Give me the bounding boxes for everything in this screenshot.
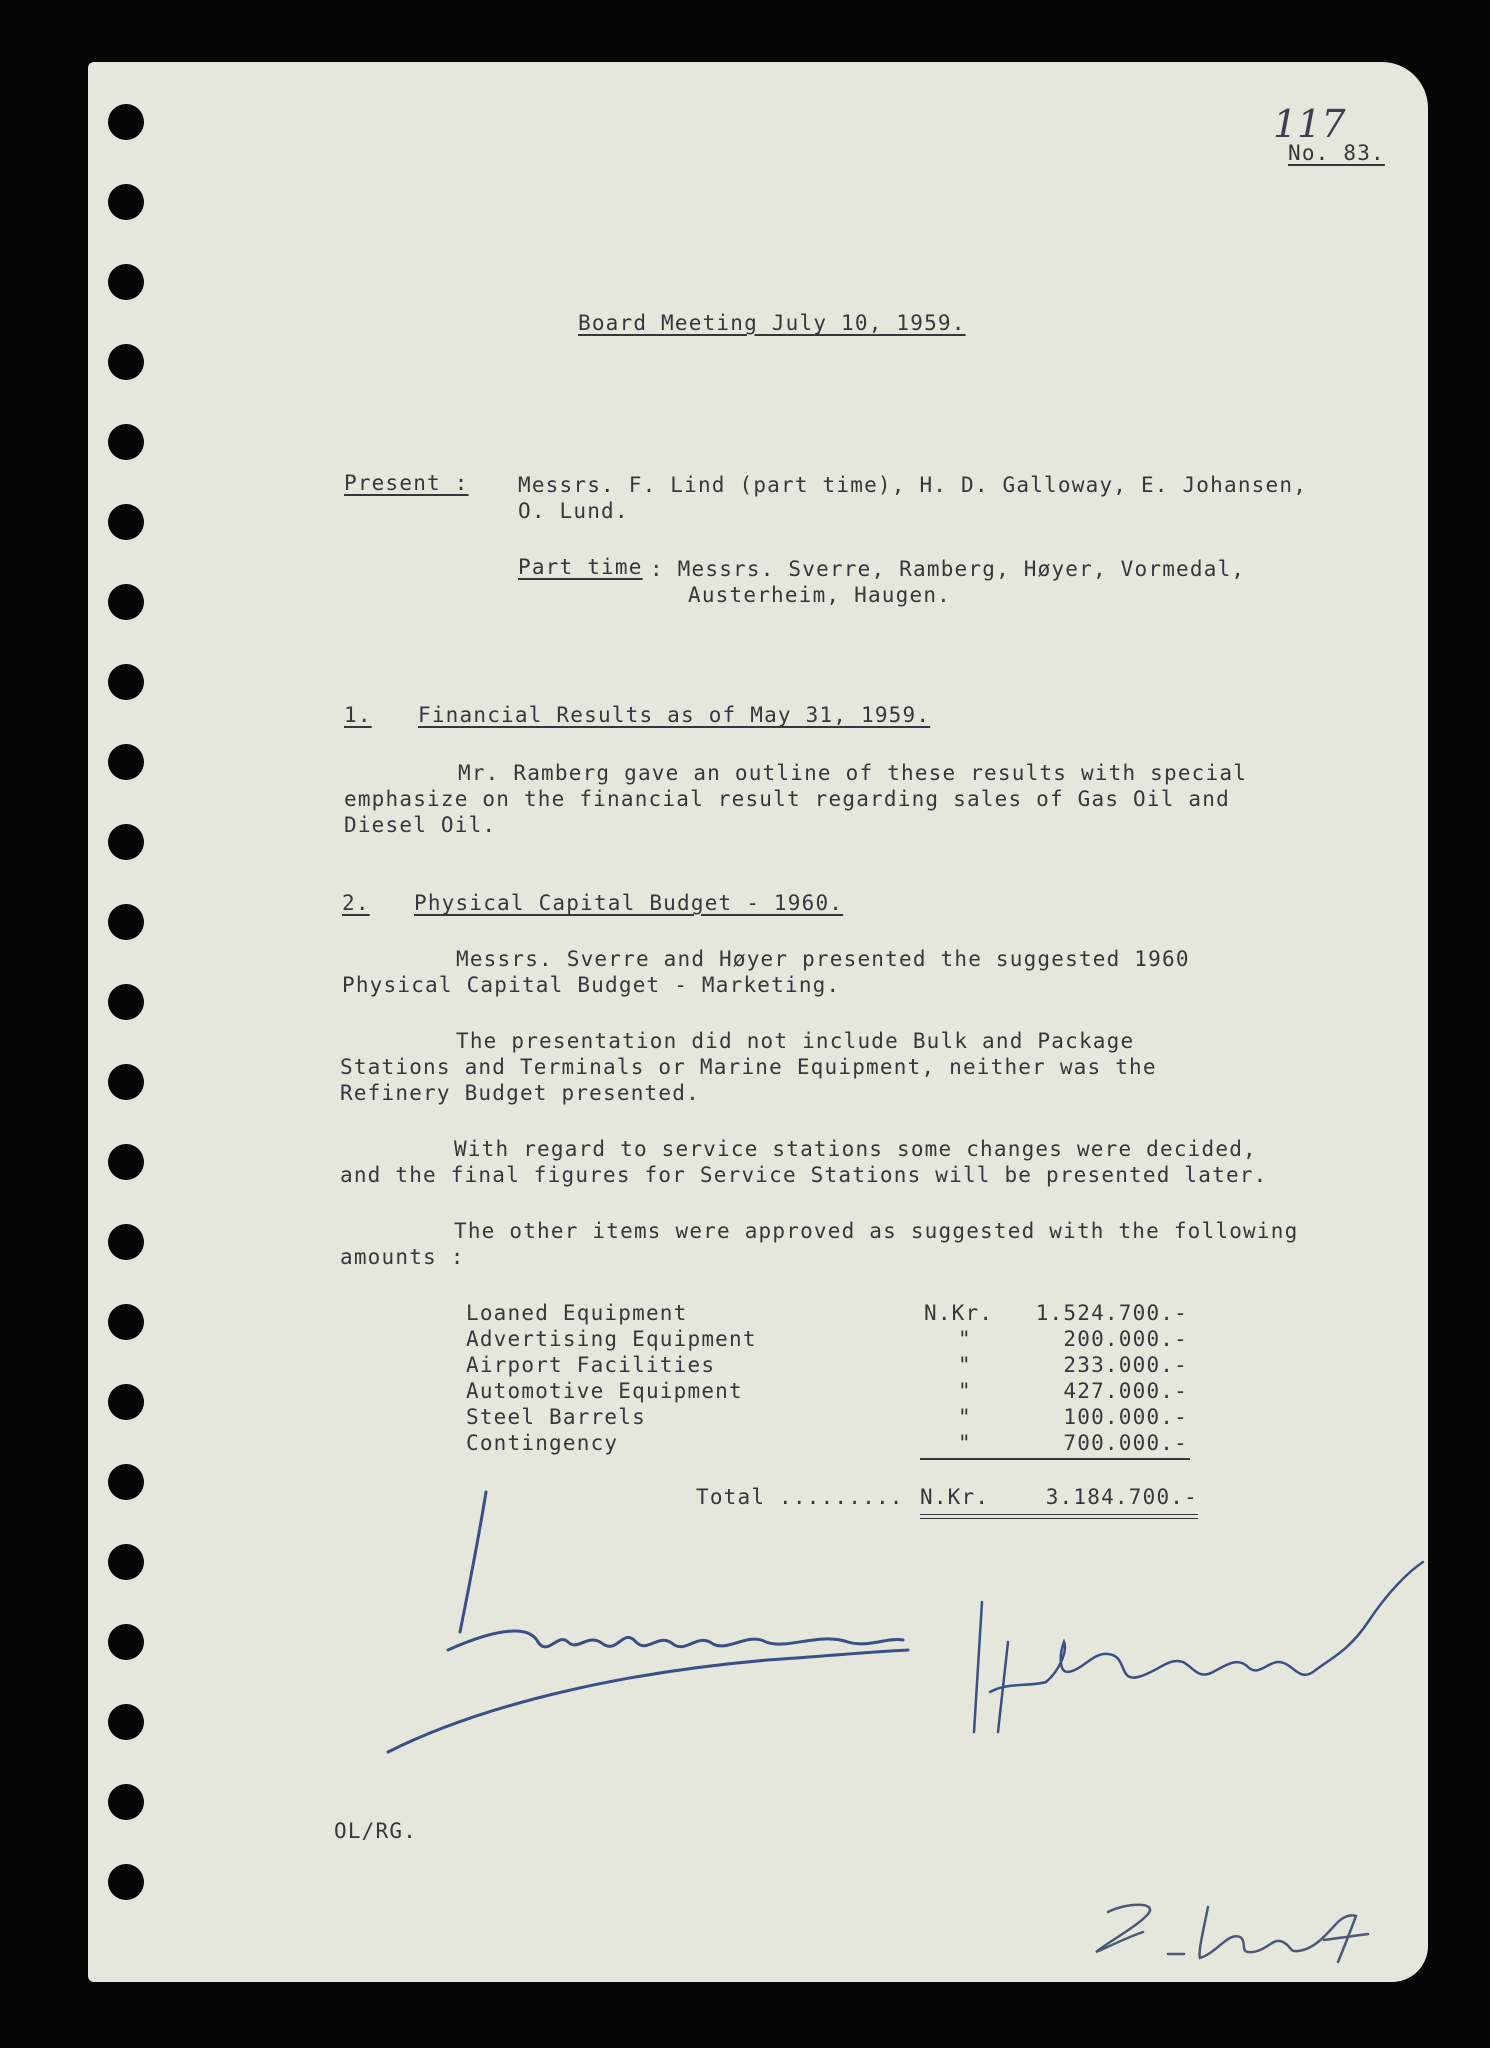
handwritten-page-number: 117: [1273, 102, 1346, 146]
budget-item-label: Advertising Equipment: [466, 1327, 757, 1351]
punch-hole: [108, 744, 144, 780]
document-number: No. 83.: [1288, 141, 1385, 165]
section-2-para-2-line-3: Refinery Budget presented.: [340, 1081, 700, 1105]
present-label: Present :: [344, 471, 469, 495]
budget-item-amount: 200.000.-: [1063, 1327, 1188, 1351]
budget-item-amount: 427.000.-: [1063, 1379, 1188, 1403]
section-1-line-1: Mr. Ramberg gave an outline of these results with special: [458, 761, 1248, 785]
present-line-2: O. Lund.: [518, 499, 629, 523]
section-1-line-2: emphasize on the financial result regarding sales of Gas Oil and: [344, 787, 1230, 811]
section-2-para-1-line-1: Messrs. Sverre and Høyer presented the suggested 1960: [456, 947, 1190, 971]
budget-item-amount: 100.000.-: [1063, 1405, 1188, 1429]
punch-hole: [108, 1384, 144, 1420]
section-2-para-2-line-2: Stations and Terminals or Marine Equipment, neither was the: [340, 1055, 1157, 1079]
budget-item-amount: 700.000.-: [1063, 1431, 1188, 1455]
section-2-para-1-line-2: Physical Capital Budget - Marketing.: [342, 973, 841, 997]
punch-hole: [108, 1224, 144, 1260]
section-2-para-4-line-2: amounts :: [340, 1245, 465, 1269]
section-1-heading: Financial Results as of May 31, 1959.: [418, 703, 931, 727]
budget-item-label: Contingency: [466, 1431, 619, 1455]
punch-hole: [108, 584, 144, 620]
punch-hole: [108, 1784, 144, 1820]
section-2-para-3-line-1: With regard to service stations some changes were decided,: [454, 1137, 1257, 1161]
budget-item-currency: ": [958, 1379, 972, 1403]
section-2-para-3-line-2: and the final figures for Service Stations will be presented later.: [340, 1163, 1268, 1187]
punch-hole: [108, 1864, 144, 1900]
punch-hole: [108, 984, 144, 1020]
signature-right: [968, 1532, 1428, 1752]
budget-item-currency: ": [958, 1353, 972, 1377]
punch-hole: [108, 1144, 144, 1180]
budget-item-amount: 1.524.700.-: [1035, 1301, 1188, 1325]
budget-item-label: Automotive Equipment: [466, 1379, 743, 1403]
section-1-line-3: Diesel Oil.: [344, 813, 497, 837]
punch-hole: [108, 1304, 144, 1340]
document-page: [88, 62, 1428, 1982]
part-time-label: Part time: [518, 555, 643, 579]
signature-left: [368, 1482, 968, 1782]
punch-hole: [108, 424, 144, 460]
total-label: Total .........: [696, 1485, 904, 1509]
punch-hole: [108, 184, 144, 220]
budget-item-label: Steel Barrels: [466, 1405, 646, 1429]
subtotal-rule: [920, 1458, 1190, 1460]
signature-bottom: [1088, 1892, 1388, 1972]
budget-item-amount: 233.000.-: [1063, 1353, 1188, 1377]
section-2-heading: Physical Capital Budget - 1960.: [414, 891, 844, 915]
budget-item-label: Airport Facilities: [466, 1353, 716, 1377]
section-1-number: 1.: [344, 703, 372, 727]
part-time-line-1: : Messrs. Sverre, Ramberg, Høyer, Vormedal,: [650, 557, 1246, 581]
punch-hole: [108, 824, 144, 860]
section-2-para-2-line-1: The presentation did not include Bulk and Package: [456, 1029, 1135, 1053]
punch-hole: [108, 904, 144, 940]
punch-hole: [108, 504, 144, 540]
budget-item-currency: ": [958, 1327, 972, 1351]
part-time-line-2: Austerheim, Haugen.: [688, 583, 952, 607]
document-title: Board Meeting July 10, 1959.: [578, 311, 966, 335]
punch-hole: [108, 1464, 144, 1500]
punch-hole: [108, 1704, 144, 1740]
punch-hole: [108, 344, 144, 380]
budget-item-currency: ": [958, 1431, 972, 1455]
punch-hole: [108, 664, 144, 700]
section-2-number: 2.: [342, 891, 370, 915]
punch-hole: [108, 104, 144, 140]
punch-hole: [108, 1624, 144, 1660]
budget-item-currency: N.Kr.: [924, 1301, 994, 1325]
punch-hole: [108, 264, 144, 300]
present-line-1: Messrs. F. Lind (part time), H. D. Galloway, E. Johansen,: [518, 473, 1308, 497]
punch-hole: [108, 1064, 144, 1100]
punch-hole: [108, 1544, 144, 1580]
section-2-para-4-line-1: The other items were approved as suggested with the following: [454, 1219, 1299, 1243]
budget-item-label: Loaned Equipment: [466, 1301, 688, 1325]
typist-initials: OL/RG.: [334, 1819, 418, 1843]
budget-item-currency: ": [958, 1405, 972, 1429]
total-amount: 3.184.700.-: [1045, 1485, 1198, 1509]
total-currency: N.Kr.: [920, 1485, 990, 1509]
